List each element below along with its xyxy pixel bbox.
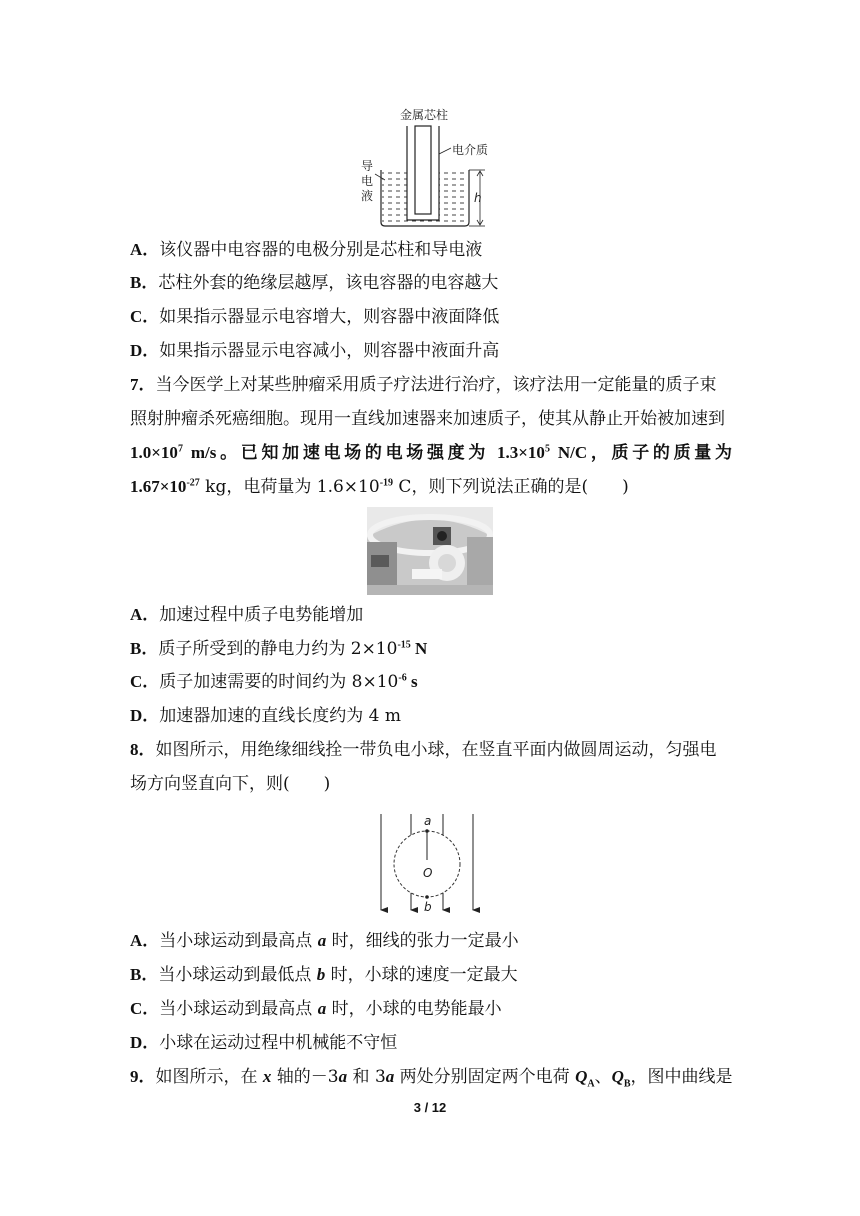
- q7-option-d: D．加速器加速的直线长度约为 4 m: [130, 706, 402, 726]
- liquid-label-2: 电: [361, 174, 374, 188]
- q6-option-a: A．该仪器中电容器的电极分别是芯柱和导电液: [130, 240, 483, 260]
- core-label: 金属芯柱: [400, 108, 449, 122]
- q6-option-c: C．如果指示器显示电容增大，则容器中液面降低: [130, 307, 500, 327]
- q7-option-c: C．质子加速需要的时间约为 $8\times 10^{-6}$ s: [130, 672, 418, 692]
- q8-option-d: D．小球在运动过程中机械能不守恒: [130, 1033, 398, 1053]
- field-circle-figure: [365, 810, 485, 920]
- q7-line-4: $1.67\times 10^{-27}$ kg，电荷量为 $1.6\times 10^{-19}$ C，则下列说法正确的是( ): [130, 477, 629, 497]
- page-number: 3 / 12: [413, 1100, 447, 1115]
- q7-line-2: 照射肿瘤杀死癌细胞。现用一直线加速器来加速质子，使其从静止开始被加速到: [130, 409, 725, 429]
- q7-option-b: B．质子所受到的静电力约为 $2\times 10^{-15}$ N: [130, 639, 428, 659]
- capacitor-figure: [355, 104, 505, 236]
- liquid-label-1: 导: [361, 159, 374, 173]
- q7-option-a: A．加速过程中质子电势能增加: [130, 605, 364, 625]
- q7-line-3: $1.0\times 10^7$ m/s。已知加速电场的电场强度为 $1.3\times 10^5$ N/C，质子的质量为: [130, 443, 732, 462]
- q8-line-1: 8．如图所示，用绝缘细线拴一带负电小球，在竖直平面内做圆周运动，匀强电: [130, 740, 717, 760]
- dielectric-label: 电介质: [452, 143, 489, 157]
- point-o-label: O: [423, 866, 433, 880]
- q8-option-b: B．当小球运动到最低点 b 时，小球的速度一定最大: [130, 965, 518, 985]
- point-a-label: a: [424, 814, 432, 828]
- h-label: h: [474, 191, 482, 205]
- liquid-label-3: 液: [361, 189, 374, 203]
- q8-line-2: 场方向竖直向下，则( ): [130, 774, 331, 794]
- q8-option-a: A．当小球运动到最高点 a 时，细线的张力一定最小: [130, 931, 519, 951]
- accelerator-photo: [367, 507, 493, 595]
- q8-option-c: C．当小球运动到最高点 a 时，小球的电势能最小: [130, 999, 502, 1019]
- q6-option-d: D．如果指示器显示电容减小，则容器中液面升高: [130, 341, 500, 361]
- q6-option-b: B．芯柱外套的绝缘层越厚，该电容器的电容越大: [130, 273, 499, 293]
- q7-line-1: 7．当今医学上对某些肿瘤采用质子疗法进行治疗，该疗法用一定能量的质子束: [130, 375, 717, 395]
- q9-line-1: 9．如图所示，在 x 轴的－3a 和 3a 两处分别固定两个电荷 $Q_A$、$Q_B$，图中曲线是: [130, 1067, 733, 1090]
- point-b-label: b: [424, 900, 432, 914]
